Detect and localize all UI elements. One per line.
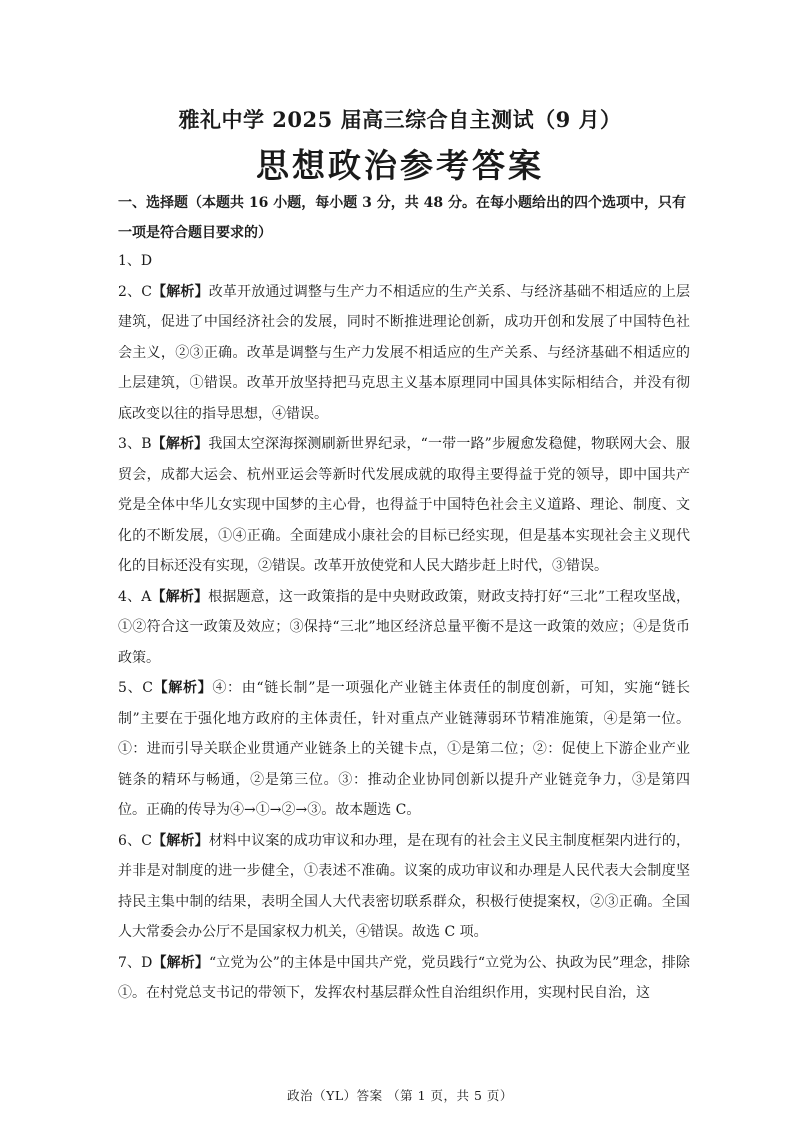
answer-number: 4、A [118, 588, 152, 605]
answer-number: 1、D [118, 253, 153, 269]
answer-text: ④：由“链长制”是一项强化产业链主体责任的制度创新，可知，实施“链长制”主要在于强化地方政府的主体责任，针对重点产业链薄弱环节精准施策，④是第一位。①：进而引导关联企业贯通产业链条上的关键卡点，①是第二位；②：促使上下游企业产业链条的精环与畅通，②是第三位。③：推动企业协同创新以提升产业链竞争力，③是第四位。正确的传导为④→①→②→③。故本题选 C。 [118, 680, 690, 818]
answer-item-2 [118, 277, 690, 430]
answer-number: 3、B [118, 436, 152, 452]
analysis-tag: 【解析】 [152, 680, 213, 696]
exam-title: 雅礼中学 2025 届高三综合自主测试（9 月） [178, 107, 622, 132]
answer-text: 根据题意，这一政策指的是中央财政政策，财政支持打好“三北”工程攻坚战，①②符合这一政策及效应；③保持“三北”地区经济总量平衡不是这一政策的效应；④是货币政策。 [118, 588, 690, 666]
answer-list [118, 246, 690, 1009]
analysis-tag: 【解析】 [151, 436, 209, 452]
analysis-tag: 【解析】 [152, 954, 210, 971]
answer-item-4 [118, 582, 690, 674]
analysis-tag: 【解析】 [151, 832, 209, 849]
answer-text: 材料中议案的成功审议和办理，是在现有的社会主义民主制度框架内进行的，并非是对制度的进一步健全，①表述不准确。议案的成功审议和办理是人民代表大会制度坚持民主集中制的结果，表明全国人大代表密切联系群众，积极行使提案权，②③正确。全国人大常委会办公厅不是国家权力机关，④错误。故选 C 项。 [118, 832, 691, 940]
answer-number: 7、D [118, 954, 153, 971]
analysis-tag: 【解析】 [151, 283, 209, 300]
answer-number: 2、C [118, 283, 152, 300]
answer-text: “立党为公”的主体是中国共产党，党员践行“立党为公、执政为民”理念，排除①。在村党总支书记的带领下，发挥农村基层群众性自治组织作用，实现村民自治，这 [118, 954, 690, 1001]
answer-item-3 [118, 429, 690, 582]
analysis-tag: 【解析】 [151, 588, 209, 605]
answer-item-1 [118, 246, 690, 277]
answer-key-title: 思想政治参考答案 [256, 146, 544, 185]
answer-number: 5、C [118, 680, 153, 696]
answer-item-5 [118, 673, 690, 826]
answer-item-6 [118, 826, 690, 948]
answer-text: 改革开放通过调整与生产力不相适应的生产关系、与经济基础不相适应的上层建筑，促进了中国经济社会的发展，同时不断推进理论创新，成功开创和发展了中国特色社会主义，②③正确。改革是调整与生产力发展不相适应的生产关系、与经济基础不相适应的上层建筑，①错误。改革开放坚持把马克思主义基本原理同中国具体实际相结合，并没有彻底改变以往的指导思想，④错误。 [118, 283, 691, 422]
answer-number: 6、C [118, 832, 152, 849]
answer-text: 我国太空深海探测刷新世界纪录，“一带一路”步履愈发稳健，物联网大会、服贸会，成都大运会、杭州亚运会等新时代发展成就的取得主要得益于党的领导，即中国共产党是全体中华儿女实现中国梦的主心骨，也得益于中国特色社会主义道路、理论、制度、文化的不断发展，①④正确。全面建成小康社会的目标已经实现，但是基本实现社会主义现代化的目标还没有实现，②错误。改革开放使党和人民大踏步赶上时代，③错误。 [118, 436, 691, 574]
page-footer: 政治（YL）答案 （第 1 页，共 5 页） [287, 1088, 513, 1103]
answer-item-7 [118, 948, 690, 1009]
section-heading: 一、选择题（本题共 16 小题，每小题 3 分，共 48 分。在每小题给出的四个选项中，只有一项是符合题目要求的） [118, 195, 686, 241]
